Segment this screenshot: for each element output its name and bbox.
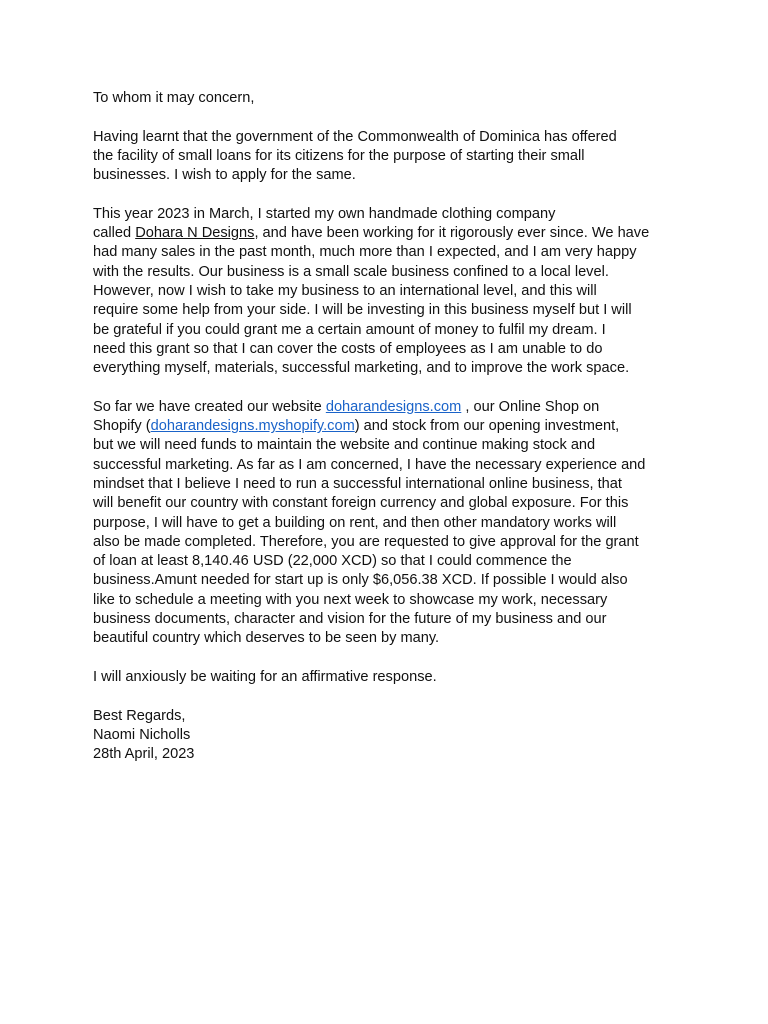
- shopify-link[interactable]: doharandesigns.myshopify.com: [150, 418, 355, 435]
- paragraph-gap: [93, 687, 683, 706]
- paragraph-line: like to schedule a meeting with you next week to showcase my work, necessary: [93, 591, 608, 608]
- paragraph-line: beautiful country which deserves to be seen by many.: [93, 630, 440, 647]
- signature-name: Naomi Nicholls: [93, 726, 191, 743]
- paragraph-line: also be made completed. Therefore, you are requested to give approval for the grant: [93, 533, 639, 550]
- text-fragment: So far we have created our website: [93, 398, 326, 415]
- paragraph-gap: [93, 108, 683, 127]
- paragraph-line: [93, 398, 683, 417]
- paragraph-online: [93, 398, 683, 649]
- paragraph-line: but we will need funds to maintain the website and continue making stock and: [93, 437, 596, 454]
- paragraph-line: [93, 417, 683, 436]
- paragraph-line: will benefit our country with constant foreign currency and global exposure. For this: [93, 495, 629, 512]
- paragraph-line: purpose, I will have to get a building on rent, and then other mandatory works will: [93, 514, 617, 531]
- text-fragment: , our Online Shop on: [461, 398, 600, 415]
- paragraph-line: However, now I wish to take my business to an international level, and this will: [93, 282, 597, 299]
- website-link[interactable]: doharandesigns.com: [325, 398, 462, 415]
- paragraph-line: require some help from your side. I will be investing in this business myself but I will: [93, 302, 632, 319]
- paragraph-line: This year 2023 in March, I started my own handmade clothing company: [93, 205, 556, 222]
- text-fragment: Shopify (: [93, 418, 151, 435]
- paragraph-line: be grateful if you could grant me a certain amount of money to fulfil my dream. I: [93, 321, 606, 338]
- paragraph-business: [93, 205, 683, 379]
- letter-body: [93, 89, 683, 764]
- text-fragment: ) and stock from our opening investment,: [354, 418, 620, 435]
- signature-block: [93, 707, 683, 765]
- paragraph-line: businesses. I wish to apply for the same.: [93, 167, 356, 184]
- paragraph-line: business.Amunt needed for start up is only $6,056.38 XCD. If possible I would also: [93, 572, 628, 589]
- company-name: Dohara N Designs: [135, 225, 255, 242]
- paragraph-intro: [93, 128, 683, 186]
- paragraph-closing-statement: I will anxiously be waiting for an affirmative response.: [93, 668, 437, 685]
- text-fragment: called: [93, 225, 136, 242]
- text-fragment: , and have been working for it rigorously ever since. We have: [254, 225, 650, 242]
- paragraph-line: need this grant so that I can cover the costs of employees as I am unable to do: [93, 340, 603, 357]
- salutation: To whom it may concern,: [93, 90, 255, 106]
- paragraph-line: mindset that I believe I need to run a successful international online business, that: [93, 475, 622, 492]
- paragraph-line: the facility of small loans for its citizens for the purpose of starting their small: [93, 147, 585, 164]
- paragraph-line: had many sales in the past month, much more than I expected, and I am very happy: [93, 244, 637, 261]
- paragraph-gap: [93, 185, 683, 204]
- letter-date: 28th April, 2023: [93, 746, 195, 763]
- paragraph-line: Having learnt that the government of the Commonwealth of Dominica has offered: [93, 128, 617, 145]
- paragraph-line: of loan at least 8,140.46 USD (22,000 XCD) so that I could commence the: [93, 553, 572, 570]
- paragraph-line: everything myself, materials, successful marketing, and to improve the work space.: [93, 360, 630, 377]
- paragraph-line: with the results. Our business is a small scale business confined to a local level.: [93, 263, 609, 280]
- paragraph-line: business documents, character and vision for the future of my business and our: [93, 611, 607, 628]
- paragraph-line: [93, 224, 683, 243]
- paragraph-gap: [93, 378, 683, 397]
- closing-phrase: Best Regards,: [93, 707, 186, 724]
- paragraph-line: successful marketing. As far as I am concerned, I have the necessary experience and: [93, 456, 646, 473]
- paragraph-gap: [93, 649, 683, 668]
